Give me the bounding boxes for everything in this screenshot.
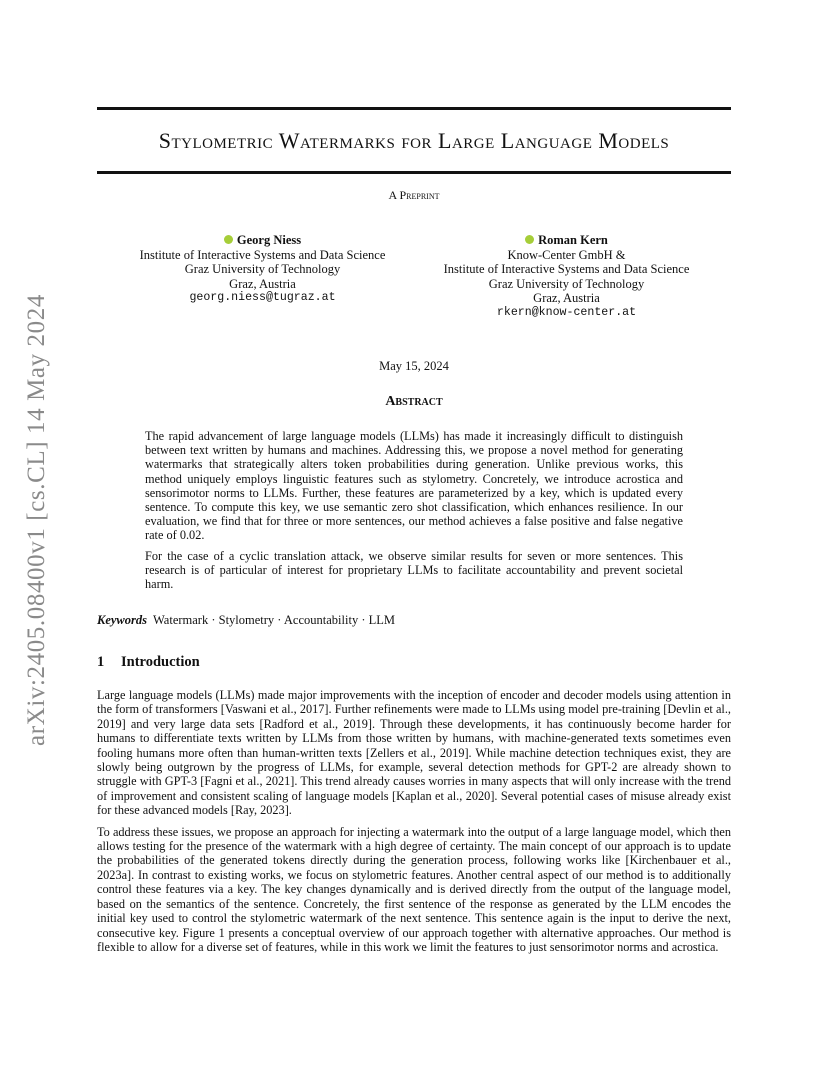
- paper-title: Stylometric Watermarks for Large Language Models: [158, 128, 670, 153]
- keywords-label: Keywords: [97, 613, 147, 627]
- title-bottom-rule: [97, 171, 731, 174]
- body-paragraph: Large language models (LLMs) made major improvements with the inception of encoder and decoder models using attention in the form of transformers [Vaswani et al., 2017]. Further refinements were made to LLMs using model pre-training [Devlin et al., 2019] and very large data sets [Radford et al., 2019]. Through these developments, it has continuously become harder for humans to differentiate texts written by LLMs from those written by humans, with machine-generated texts sometimes even fooling humans more often than human-written texts [Zellers et al., 2019]. While machine detection techniques exist, they are slowly being outgrown by the progress of LLMs, for example, several detection methods for GPT-2 are already shown to struggle with GPT-3 [Fagni et al., 2021]. This trend already causes worries in many aspects that will only increase with the trend of improvement and consistent scaling of language models [Kaplan et al., 2020]. Several potential cases of misuse already exist for these advanced models [Ray, 2023].: [97, 688, 731, 818]
- author-block-2: [404, 233, 729, 321]
- author-affiliation: Graz University of Technology: [488, 276, 645, 291]
- author-affiliation: Institute of Interactive Systems and Data Science: [443, 262, 690, 277]
- author-affiliation: Graz, Austria: [533, 291, 600, 306]
- orcid-icon[interactable]: [224, 235, 233, 244]
- abstract-body: [145, 429, 683, 597]
- author-block-1: [100, 233, 425, 306]
- author-email[interactable]: rkern@know-center.at: [496, 305, 637, 319]
- body-paragraph: To address these issues, we propose an approach for injecting a watermark into the output of a large language model, which then allows testing for the presence of the watermark with a high degree of certainty. The main concept of our approach is to update the probabilities of the generated tokens directly during the generation process, following works like [Kirchenbauer et al., 2023a]. In contrast to existing works, we focus on stylometric features. Another central aspect of our method is to additionally control these features via a key. The key changes dynamically and is derived directly from the output of the language model, based on the semantics of the sentence. Concretely, the first sentence of the response as generated by the LLM encodes the initial key used to control the stylometric watermark of the next sentence. This sentence again is the input to derive the next, consecutive key. Figure 1 presents a conceptual overview of our approach together with alternative approaches. Our method is flexible to allow for a diverse set of features, while in this work we limit the features to just sensorimotor norms and acrostica.: [97, 824, 731, 954]
- preprint-label: A Preprint: [388, 188, 440, 202]
- keywords-text: Watermark · Stylometry · Accountability · LLM: [153, 613, 395, 627]
- orcid-icon[interactable]: [525, 235, 534, 244]
- section-body: [97, 688, 731, 961]
- author-affiliation: Institute of Interactive Systems and Data Science: [139, 247, 386, 262]
- keywords-line: [97, 613, 731, 628]
- author-name-row: [404, 233, 729, 248]
- author-name-row: [100, 233, 425, 248]
- author-name: Georg Niess: [236, 233, 302, 247]
- arxiv-identifier[interactable]: arXiv:2405.08400v1 [cs.CL] 14 May 2024: [23, 294, 50, 746]
- author-name: Roman Kern: [538, 233, 608, 247]
- publication-date: May 15, 2024: [379, 359, 449, 373]
- abstract-paragraph: For the case of a cyclic translation attack, we observe similar results for seven or more sentences. This research is of particular of interest for proprietary LLMs to facilitate accountability and prevent societal harm.: [145, 548, 683, 592]
- title-top-rule: [97, 107, 731, 110]
- author-affiliation: Graz, Austria: [229, 276, 296, 291]
- author-email[interactable]: georg.niess@tugraz.at: [189, 291, 336, 305]
- section-title: Introduction: [121, 654, 200, 670]
- section-heading: [97, 654, 200, 671]
- abstract-heading: Abstract: [385, 394, 443, 409]
- section-number: 1: [97, 654, 105, 670]
- abstract-paragraph: The rapid advancement of large language models (LLMs) has made it increasingly difficult to distinguish between text written by humans and machines. Addressing this, we propose a novel method for generating watermarks that strategically alters token probabilities during generation. Unlike previous works, this method uniquely employs linguistic features such as stylometry. Concretely, we introduce acrostica and sensorimotor norms to LLMs. Further, these features are parameterized by a key, which is updated every sentence. To compute this key, we use semantic zero shot classification, which enhances resilience. In our evaluation, we find that for three or more sentences, our method achieves a false positive and false negative rate of 0.02.: [145, 429, 683, 543]
- author-affiliation: Know-Center GmbH &: [507, 247, 626, 262]
- author-affiliation: Graz University of Technology: [184, 262, 341, 277]
